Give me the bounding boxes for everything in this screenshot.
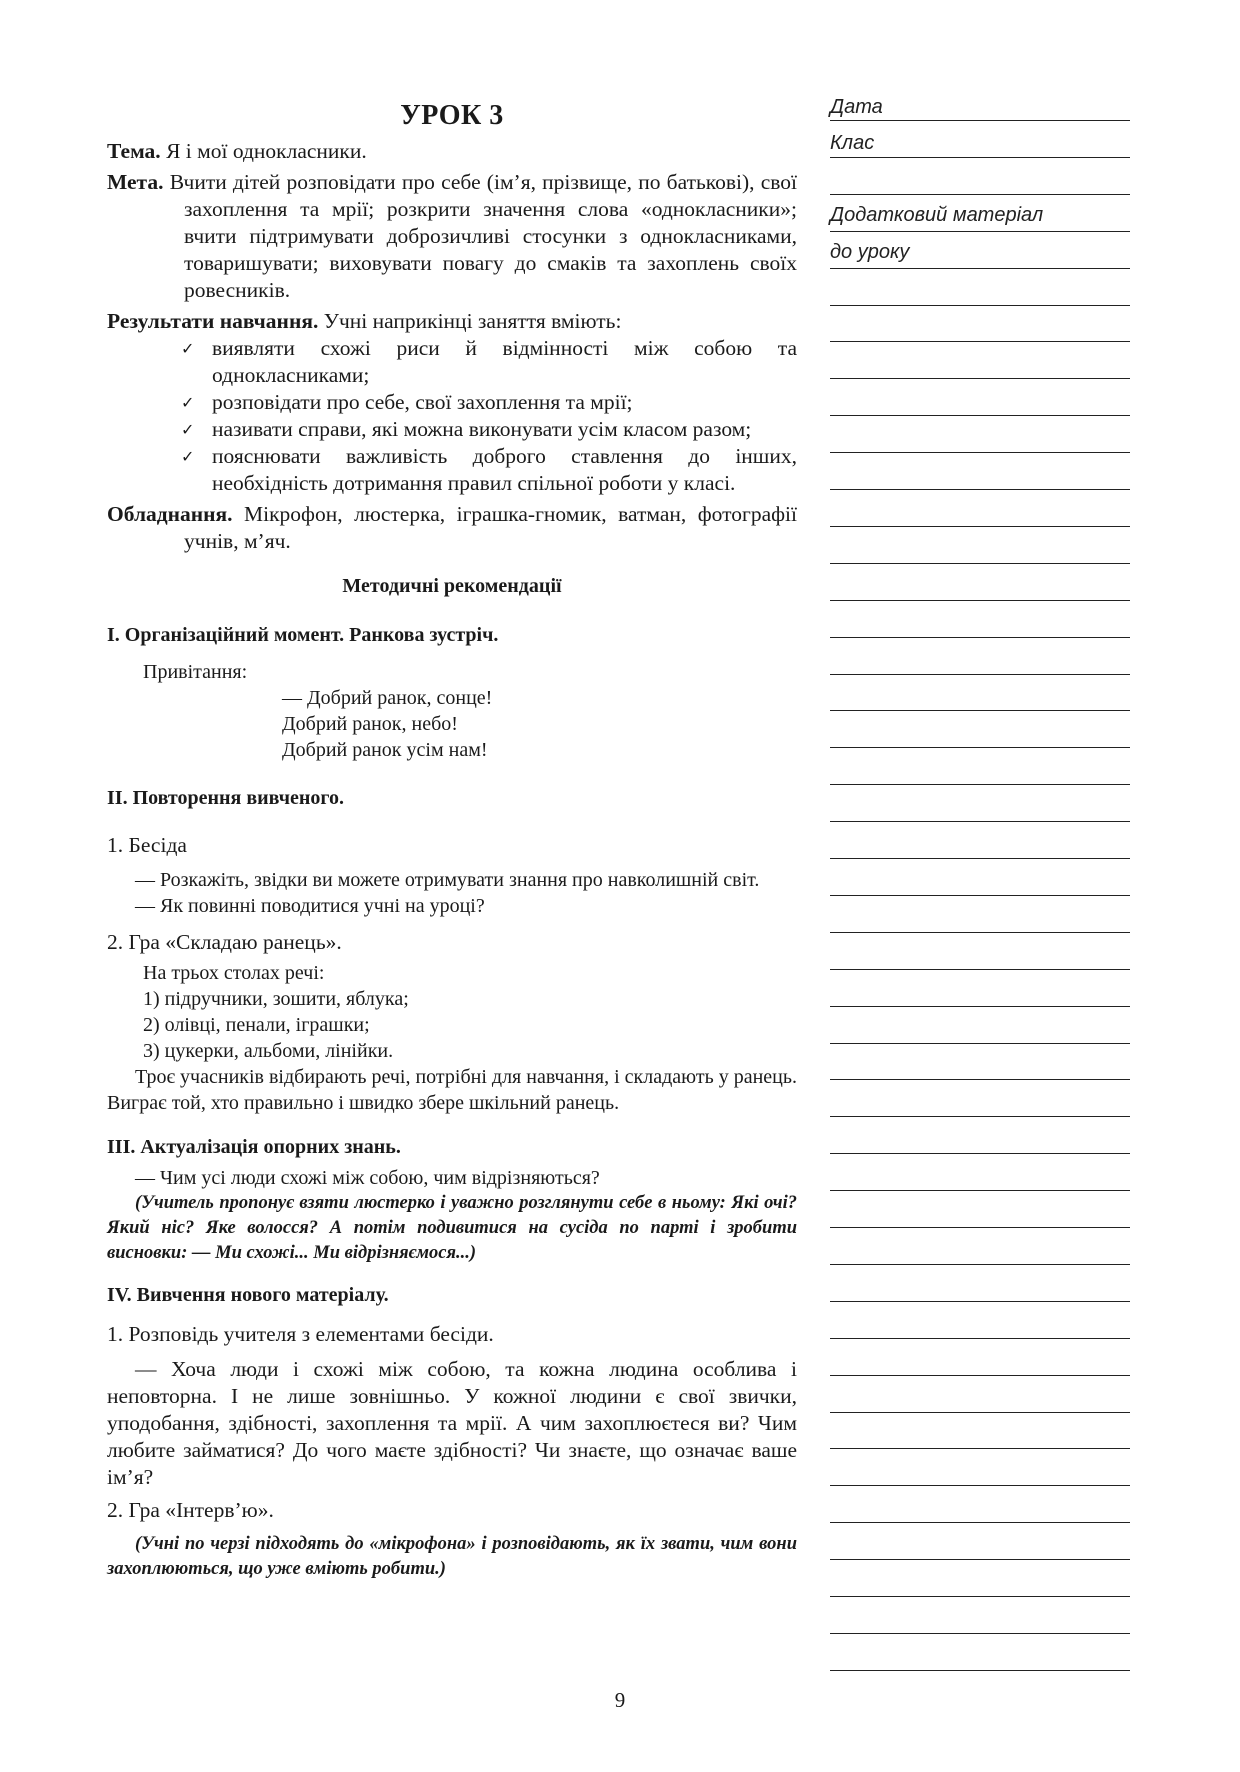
subsection-title: 1. Розповідь учителя з елементами бесіди. bbox=[107, 1322, 494, 1346]
note-line bbox=[830, 932, 1130, 933]
note-line bbox=[830, 969, 1130, 970]
note-line bbox=[830, 1338, 1130, 1339]
checkmark-icon: ✓ bbox=[181, 420, 195, 439]
checkmark-icon: ✓ bbox=[181, 339, 195, 358]
subsection-title: 2. Гра «Складаю ранець». bbox=[107, 930, 342, 954]
note-line bbox=[830, 1670, 1130, 1671]
date-label: Дата bbox=[830, 96, 883, 118]
note-line bbox=[830, 341, 1130, 342]
goal: Мета. Вчити дітей розповідати про себе (ім’я, прізвище, по батькові), свої захоплення та мрії; розкрити значення слова «однокласники»; вчити підтримувати доброзичливі стосунки з однокласниками, товаришувати; виховувати повагу до смаків та захоплень своїх ровесників. bbox=[107, 170, 798, 302]
note-line bbox=[830, 157, 1130, 158]
note-line bbox=[830, 1153, 1130, 1154]
note-line bbox=[830, 1412, 1130, 1413]
note-line bbox=[830, 1559, 1130, 1560]
note-line bbox=[830, 747, 1130, 748]
note-line bbox=[830, 1485, 1130, 1486]
results-item: ✓ пояснювати важливість доброго ставлення до інших, необхідність дотримання правил спільної роботи у класі. bbox=[181, 444, 797, 495]
note-line bbox=[830, 1079, 1130, 1080]
teacher-note: (Учні по черзі підходять до «мікрофона» і розповідають, як їх звати, чим вони захоплюються, що уже вміють робити.) bbox=[107, 1534, 797, 1579]
checkmark-icon: ✓ bbox=[181, 447, 195, 466]
question: — Як повинні поводитися учні на уроці? bbox=[135, 895, 485, 917]
results-heading: Результати навчання. Учні наприкінці заняття вміють: bbox=[107, 309, 622, 333]
lesson-title: УРОК 3 bbox=[400, 100, 504, 131]
methods-title: Методичні рекомендації bbox=[342, 575, 562, 597]
note-line bbox=[830, 1116, 1130, 1117]
note-line bbox=[830, 120, 1130, 121]
subsection-title: 2. Гра «Інтерв’ю». bbox=[107, 1498, 274, 1522]
note-line bbox=[830, 305, 1130, 306]
note-line bbox=[830, 452, 1130, 453]
greeting-label: Привітання: bbox=[143, 661, 248, 683]
note-line bbox=[830, 1301, 1130, 1302]
greeting-poem: — Добрий ранок, сонце! Добрий ранок, небо! Добрий ранок усім нам! bbox=[282, 687, 493, 761]
question: — Чим усі люди схожі між собою, чим відрізняються? bbox=[135, 1167, 600, 1189]
note-line bbox=[830, 489, 1130, 490]
section-heading: I. Організаційний момент. Ранкова зустріч. bbox=[107, 624, 499, 646]
game-description: Троє учасників відбирають речі, потрібні для навчання, і складають у ранець. Виграє той, хто правильно і швидко збере шкільний ранець. bbox=[107, 1066, 797, 1114]
note-line bbox=[830, 1264, 1130, 1265]
note-line bbox=[830, 1522, 1130, 1523]
section-heading: III. Актуалізація опорних знань. bbox=[107, 1136, 401, 1158]
note-line bbox=[830, 1190, 1130, 1191]
note-line bbox=[830, 895, 1130, 896]
note-line bbox=[830, 231, 1130, 232]
note-line bbox=[830, 600, 1130, 601]
note-line bbox=[830, 1375, 1130, 1376]
teacher-note: (Учитель пропонує взяти люстерко і уважно розглянути себе в ньому: Які очі? Який ніс? Яке волосся? А потім подивитися на сусіда по парті і зробити висновки: — Ми схожі... Ми відрізняємося...) bbox=[107, 1193, 797, 1263]
note-line bbox=[830, 821, 1130, 822]
results-item: ✓ називати справи, які можна виконувати усім класом разом; bbox=[181, 417, 752, 441]
extra-material-label: Додатковий матеріал bbox=[830, 204, 1044, 226]
note-line bbox=[830, 1448, 1130, 1449]
note-line bbox=[830, 637, 1130, 638]
extra-material-label-2: до уроку bbox=[830, 241, 910, 263]
note-line bbox=[830, 194, 1130, 195]
note-line bbox=[830, 415, 1130, 416]
note-line bbox=[830, 1633, 1130, 1634]
note-line bbox=[830, 674, 1130, 675]
note-line bbox=[830, 268, 1130, 269]
note-line bbox=[830, 710, 1130, 711]
lesson-content bbox=[107, 88, 797, 1582]
note-line bbox=[830, 858, 1130, 859]
note-line bbox=[830, 378, 1130, 379]
section-heading: IV. Вивчення нового матеріалу. bbox=[107, 1284, 389, 1306]
question: — Розкажіть, звідки ви можете отримувати знання про навколишній світ. bbox=[135, 869, 760, 891]
class-label: Клас bbox=[830, 132, 875, 154]
game-items: На трьох столах речі: 1) підручники, зошити, яблука; 2) олівці, пенали, іграшки; 3) цукерки, альбоми, лінійки. bbox=[143, 962, 409, 1062]
checkmark-icon: ✓ bbox=[181, 393, 195, 412]
equipment: Обладнання. Мікрофон, люстерка, іграшка-гномик, ватман, фотографії учнів, м’яч. bbox=[107, 502, 797, 553]
teacher-story: — Хоча люди і схожі між собою, та кожна людина особлива і неповторна. І не лише зовнішньо. У кожної людини є свої звички, уподобання, здібності, захоплення та мрії. А чим захоплюєтеся ви? Чим любите займатися? До чого маєте здібності? Чи знаєте, що означає ваше ім’я? bbox=[107, 1357, 797, 1489]
note-line bbox=[830, 784, 1130, 785]
page-number: 9 bbox=[614, 1688, 626, 1712]
note-line bbox=[830, 1043, 1130, 1044]
section-heading: II. Повторення вивченого. bbox=[107, 787, 344, 809]
results-item: ✓ виявляти схожі риси й відмінності між собою та однокласниками; bbox=[181, 336, 797, 387]
topic: Тема. Я і мої однокласники. bbox=[107, 139, 367, 163]
subsection-title: 1. Бесіда bbox=[107, 833, 187, 857]
note-line bbox=[830, 526, 1130, 527]
note-line bbox=[830, 563, 1130, 564]
note-line bbox=[830, 1227, 1130, 1228]
note-line bbox=[830, 1006, 1130, 1007]
results-item: ✓ розповідати про себе, свої захоплення та мрії; bbox=[181, 390, 633, 414]
note-line bbox=[830, 1596, 1130, 1597]
